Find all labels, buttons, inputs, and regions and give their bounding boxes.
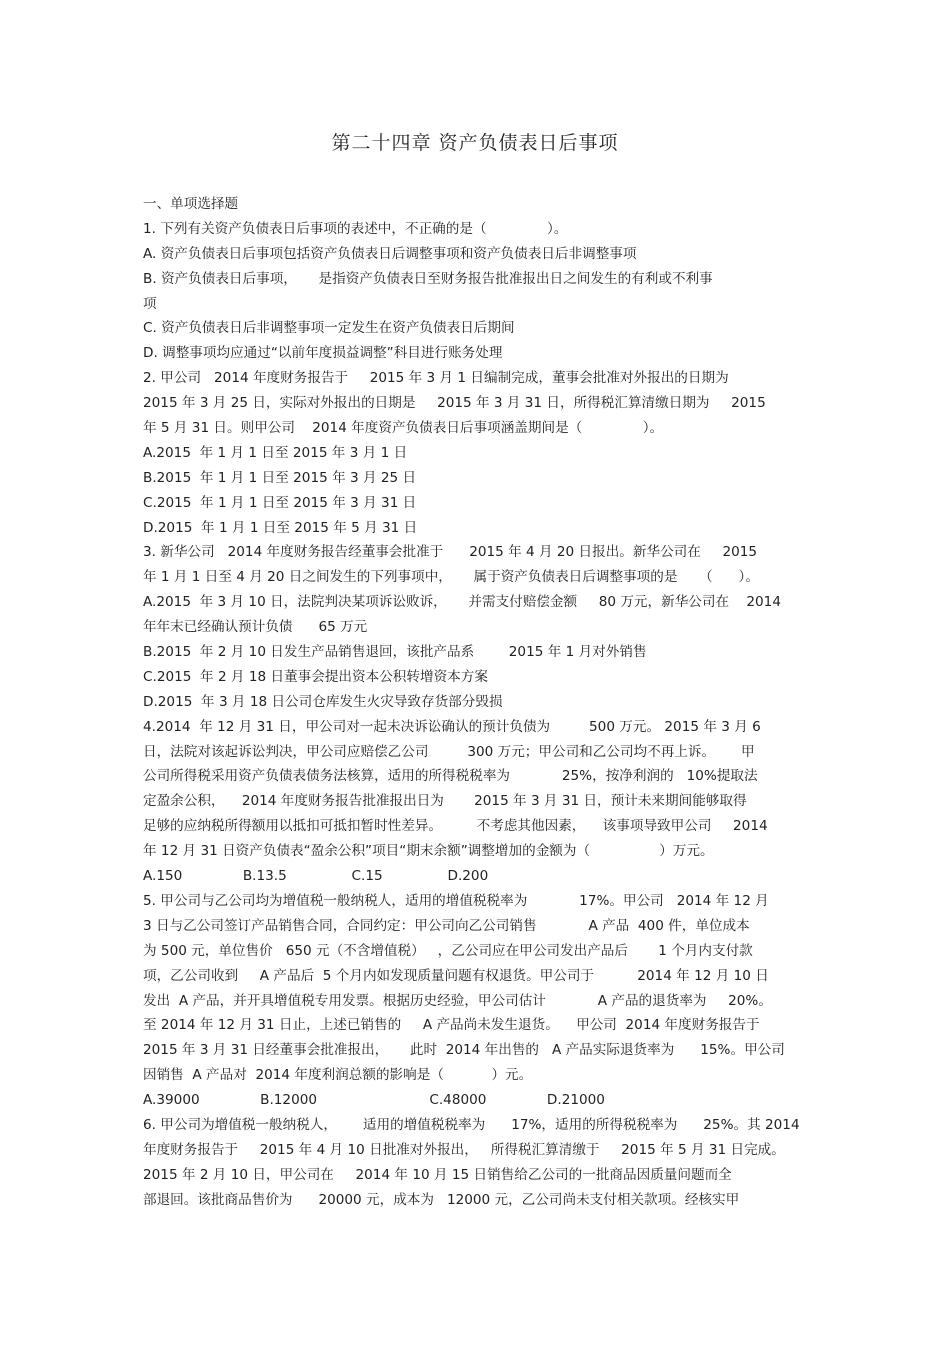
text-line: D. 调整事项均应通过“以前年度损益调整”科目进行账务处理 [143, 345, 503, 362]
text-line: A.150 B.13.5 C.15 D.200 [143, 868, 489, 885]
text-line: 日，法院对该起诉讼判决，甲公司应赔偿乙公司 300 万元；甲公司和乙公司均不再上诉。 甲 [143, 743, 755, 760]
text-line: 因销售 A 产品对 2014 年度利润总额的影响是（ ）元。 [143, 1067, 533, 1084]
text-line: 年 12 月 31 日资产负债表“盈余公积”项目“期末余额”调整增加的金额为（ ）万元。 [143, 843, 714, 860]
text-line: B.2015 年 1 月 1 日至 2015 年 3 月 25 日 [143, 469, 417, 486]
question-body [143, 192, 823, 1213]
text-line: D.2015 年 3 月 18 日公司仓库发生火灾导致存货部分毁损 [143, 693, 503, 710]
text-line: 3. 新华公司 2014 年度财务报告经董事会批准于 2015 年 4 月 20 日报出。新华公司在 2015 [143, 544, 758, 561]
text-line: 6. 甲公司为增值税一般纳税人， 适用的增值税税率为 17%，适用的所得税税率为 25%。其 2014 [143, 1116, 800, 1133]
text-line: 一、单项选择题 [143, 196, 239, 212]
text-line: B.2015 年 2 月 10 日发生产品销售退回，该批产品系 2015 年 1 月对外销售 [143, 644, 647, 661]
text-line: 2015 年 3 月 31 日经董事会批准报出， 此时 2014 年出售的 A 产品实际退货率为 15%。甲公司 [143, 1042, 785, 1059]
text-line: 年年末已经确认预计负债 65 万元 [143, 619, 368, 636]
text-line: C.2015 年 1 月 1 日至 2015 年 3 月 31 日 [143, 494, 417, 511]
text-line: 部退回。该批商品售价为 20000 元，成本为 12000 元，乙公司尚未支付相关款项。经核实甲 [143, 1191, 740, 1208]
text-line: 定盈余公积， 2014 年度财务报告批准报出日为 2015 年 3 月 31 日，预计未来期间能够取得 [143, 793, 747, 810]
text-line: A.2015 年 1 月 1 日至 2015 年 3 月 1 日 [143, 444, 408, 461]
text-line: B. 资产负债表日后事项， 是指资产负债表日至财务报告批准报出日之间发生的有利或不利事 [143, 270, 713, 287]
text-line: 项 [143, 295, 157, 312]
text-line: 4.2014 年 12 月 31 日，甲公司对一起未决诉讼确认的预计负债为 500 万元。 2015 年 3 月 6 [143, 718, 761, 735]
text-line: 发出 A 产品，并开具增值税专用发票。根据历史经验，甲公司估计 A 产品的退货率为 20%。 [143, 992, 772, 1009]
text-line: A.39000 B.12000 C.48000 D.21000 [143, 1092, 605, 1109]
text-line: 3 日与乙公司签订产品销售合同，合同约定：甲公司向乙公司销售 A 产品 400 件，单位成本 [143, 917, 750, 934]
text-line: A.2015 年 3 月 10 日，法院判决某项诉讼败诉， 并需支付赔偿金额 80 万元，新华公司在 2014 [143, 594, 781, 611]
chapter-title: 第二十四章 资产负债表日后事项 [331, 132, 619, 154]
text-line: 5. 甲公司与乙公司均为增值税一般纳税人，适用的增值税税率为 17%。甲公司 2014 年 12 月 [143, 892, 769, 909]
text-line: 为 500 元，单位售价 650 元（不含增值税） ，乙公司应在甲公司发出产品后 1 个月内支付款 [143, 942, 753, 959]
text-line: A. 资产负债表日后事项包括资产负债表日后调整事项和资产负债表日后非调整事项 [143, 245, 637, 262]
text-line: 公司所得税采用资产负债表债务法核算，适用的所得税税率为 25%，按净利润的 10%提取法 [143, 768, 758, 785]
text-line: C.2015 年 2 月 18 日董事会提出资本公积转增资本方案 [143, 668, 488, 685]
text-line: 项，乙公司收到 A 产品后 5 个月内如发现质量问题有权退货。甲公司于 2014 年 12 月 10 日 [143, 967, 769, 984]
text-line: 足够的应纳税所得额用以抵扣可抵扣暂时性差异。 不考虑其他因素， 该事项导致甲公司 2014 [143, 818, 768, 835]
text-line: 至 2014 年 12 月 31 日止，上述已销售的 A 产品尚未发生退货。 甲公司 2014 年度财务报告于 [143, 1017, 760, 1034]
text-line: 2. 甲公司 2014 年度财务报告于 2015 年 3 月 1 日编制完成，董事会批准对外报出的日期为 [143, 370, 729, 387]
text-line: 2015 年 2 月 10 日，甲公司在 2014 年 10 月 15 日销售给乙公司的一批商品因质量问题而全 [143, 1166, 732, 1183]
text-line: D.2015 年 1 月 1 日至 2015 年 5 月 31 日 [143, 519, 418, 536]
text-line: 年 1 月 1 日至 4 月 20 日之间发生的下列事项中， 属于资产负债表日后调整事项的是 （ ）。 [143, 569, 759, 586]
text-line: 年 5 月 31 日。则甲公司 2014 年度资产负债表日后事项涵盖期间是（ ）。 [143, 420, 664, 437]
text-line: 年度财务报告于 2015 年 4 月 10 日批准对外报出， 所得税汇算清缴于 2015 年 5 月 31 日完成。 [143, 1141, 785, 1158]
text-line: 1. 下列有关资产负债表日后事项的表述中，不正确的是（ ）。 [143, 220, 568, 237]
text-line: C. 资产负债表日后非调整事项一定发生在资产负债表日后期间 [143, 320, 515, 337]
text-line: 2015 年 3 月 25 日，实际对外报出的日期是 2015 年 3 月 31 日，所得税汇算清缴日期为 2015 [143, 395, 766, 412]
